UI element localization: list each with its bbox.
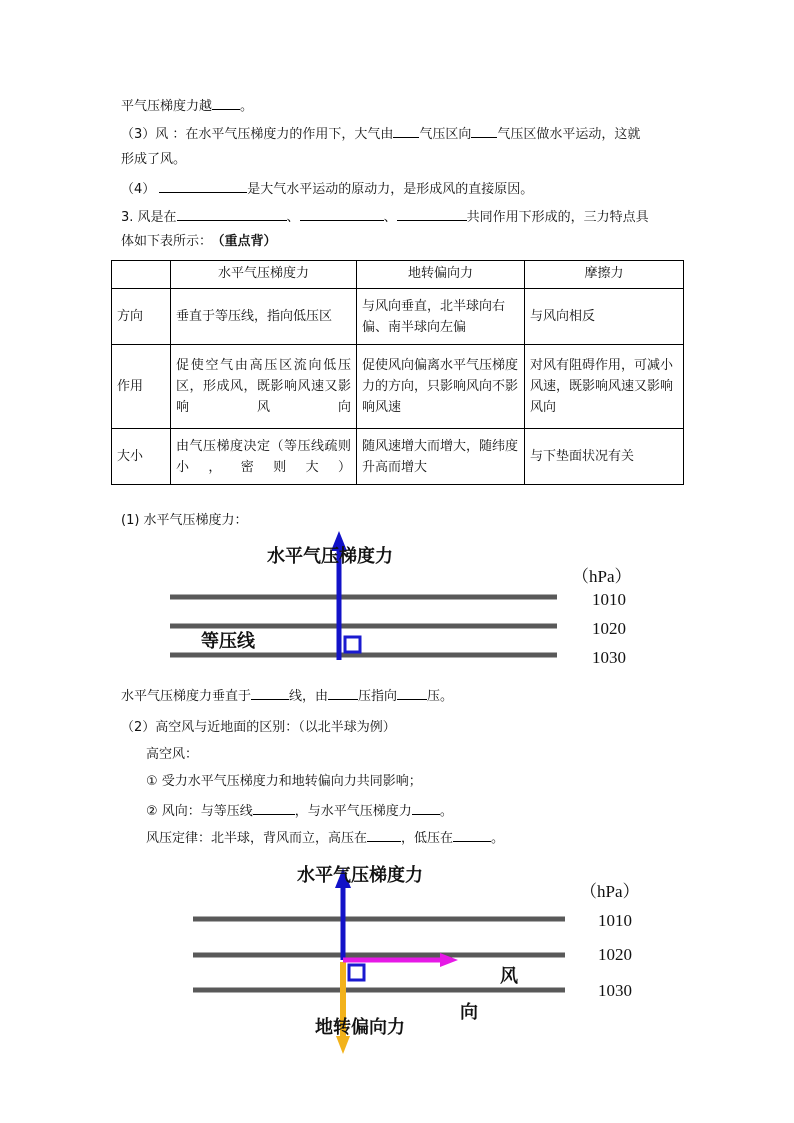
blank [453, 828, 491, 842]
right-angle-icon [345, 637, 360, 652]
table-row-header: 方向 [112, 289, 171, 345]
blank [251, 686, 289, 700]
blank [367, 828, 401, 842]
list-item: ① 受力水平气压梯度力和地转偏向力共同影响； [146, 774, 422, 789]
question-line [121, 686, 453, 705]
table-cell: 随风速增大而增大，随纬度升高而增大 [357, 429, 525, 485]
blank [253, 801, 295, 815]
blank [397, 686, 427, 700]
text-seg: 体如下表所示： [121, 234, 213, 249]
pressure-label: 1030 [592, 648, 626, 667]
wind-label: 风 [500, 966, 518, 987]
force-label: 水平气压梯度力 [297, 865, 423, 886]
pressure-label: 1010 [598, 911, 632, 930]
pressure-label: 1010 [592, 590, 626, 609]
table-cell: 促使空气由高压区流向低压区，形成风，既影响风速又影响风向 [171, 345, 357, 429]
table-cell: 由气压梯度决定（等压线疏则小，密则大） [171, 429, 357, 485]
wind-pressure-law [146, 828, 504, 847]
text-seg: 、 [383, 210, 397, 225]
wind-label: 向 [460, 1002, 478, 1023]
text-seg: 。 [491, 831, 505, 846]
table-cell: 对风有阻碍作用，可减小风速，既影响风速又影响风向 [525, 345, 684, 429]
text-seg: 压。 [427, 689, 454, 704]
section2-heading: （2）高空风与近地面的区别：（以北半球为例） [121, 720, 396, 735]
text-seg: 气压区做水平运动，这就 [497, 127, 641, 142]
text-seg: 。 [439, 804, 453, 819]
text-seg: 、 [286, 210, 300, 225]
blank [412, 801, 440, 815]
emphasis-note: （重点背） [218, 234, 277, 249]
section2-subheading: 高空风： [146, 747, 199, 762]
blank [328, 686, 358, 700]
table-row-header: 大小 [112, 429, 171, 485]
text-seg: 压指向 [358, 689, 398, 704]
text-seg: 线，由 [289, 689, 329, 704]
pressure-label: 1030 [598, 981, 632, 1000]
table-cell: 与风向相反 [525, 289, 684, 345]
pressure-label: 1020 [592, 619, 626, 638]
table-row-header: 作用 [112, 345, 171, 429]
table-header-cell: 地转偏向力 [357, 261, 525, 289]
text-seg: 共同作用下形成的，三力特点具 [466, 210, 649, 225]
isobar-label: 等压线 [201, 631, 255, 652]
text-seg: 。 [240, 99, 254, 114]
text-seg: 是大气水平运动的原动力，是形成风的直接原因。 [247, 182, 534, 197]
table-header-cell: 摩擦力 [525, 261, 684, 289]
text-seg: （4） [121, 182, 156, 197]
table-cell: 促使风向偏离水平气压梯度力的方向，只影响风向不影响风速 [357, 345, 525, 429]
table-cell: 与下垫面状况有关 [525, 429, 684, 485]
text-seg: （3）风 ：在水平气压梯度力的作用下，大气由 [121, 127, 394, 142]
section1-heading: (1) 水平气压梯度力： [121, 513, 248, 528]
text-seg: 形成了风。 [121, 152, 187, 167]
text-seg: 风压定律：北半球，背风而立，高压在 [146, 831, 368, 846]
right-angle-icon [349, 965, 364, 980]
table-cell: 垂直于等压线，指向低压区 [171, 289, 357, 345]
unit-label: （hPa） [580, 882, 640, 901]
table-cell: 与风向垂直，北半球向右偏、南半球向左偏 [357, 289, 525, 345]
text-seg: 平气压梯度力越 [121, 99, 213, 114]
force-label: 水平气压梯度力 [267, 546, 393, 567]
text-seg: ，低压在 [401, 831, 454, 846]
text-seg: 水平气压梯度力垂直于 [121, 689, 252, 704]
table-header-cell: 水平气压梯度力 [171, 261, 357, 289]
list-item [146, 801, 453, 820]
text-seg: ② 风向：与等压线 [146, 804, 253, 819]
coriolis-label: 地转偏向力 [315, 1017, 405, 1038]
text-seg: 气压区向 [419, 127, 472, 142]
text-seg: 3. 风是在 [121, 210, 177, 225]
text-seg: ，与水平气压梯度力 [294, 804, 412, 819]
pressure-label: 1020 [598, 945, 632, 964]
unit-label: （hPa） [572, 567, 632, 586]
